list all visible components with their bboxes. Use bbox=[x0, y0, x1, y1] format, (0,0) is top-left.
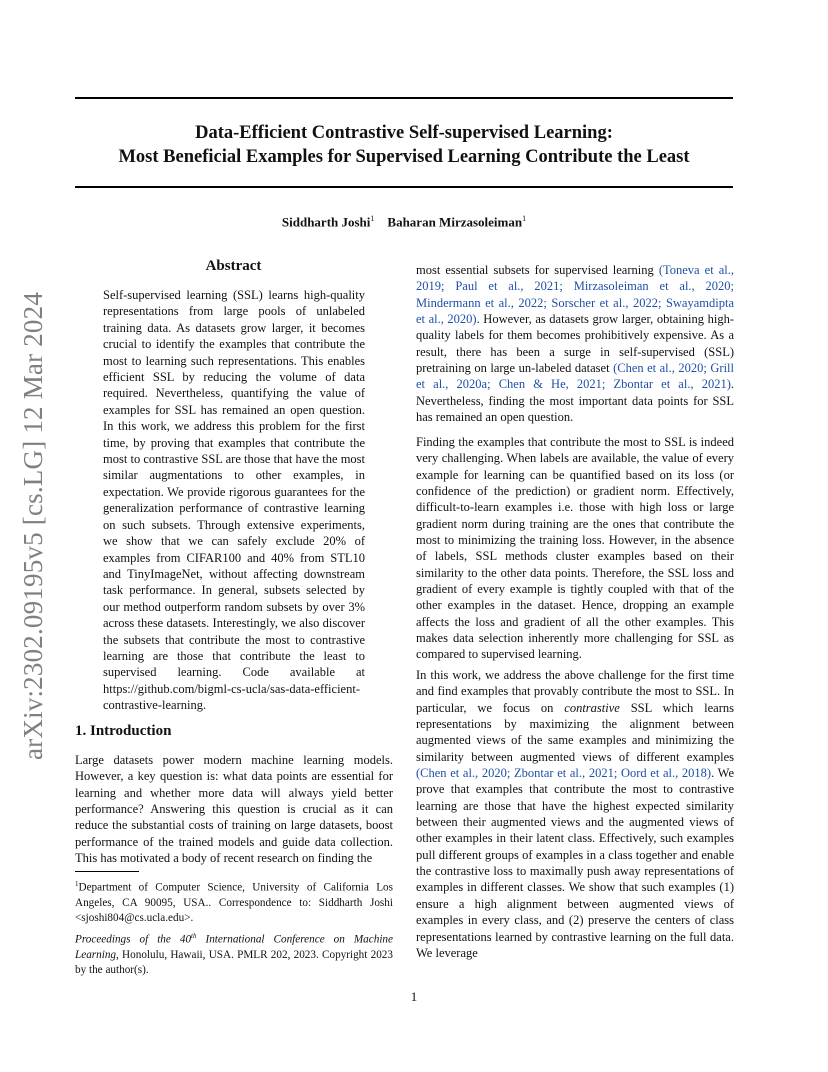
author-affiliation-mark: 1 bbox=[522, 214, 527, 223]
citation-link[interactable]: (Chen et al., 2020; Zbontar et al., 2021; Oord et al., 2018) bbox=[416, 766, 712, 781]
proceedings-note bbox=[75, 929, 393, 978]
paragraph-text: . Nevertheless, finding the most important data points for SSL has remained an open question. bbox=[416, 377, 734, 425]
paragraph-text: . However, as datasets grow larger, obtaining high-quality labels for them becomes prohibitively expensive. As a result, there has been a surge in self-supervised (SSL) pretraining on large un-labeled dataset bbox=[416, 312, 734, 376]
intro-paragraph: Large datasets power modern machine learning models. However, a key question is: what data points are essential for learning and whether more data will always yield better performance? Answering this question is crucial as it can reduce the substantial costs of training on large datasets, boost performance of the trained models and guide data collection. This has motivated a body of recent research on finding the bbox=[75, 753, 393, 866]
paragraph-text: In this work, we address the above challenge for the first time and find examples that provably contribute the most to SSL. In particular, we focus on bbox=[416, 668, 734, 715]
title-line-2: Most Beneficial Examples for Supervised Learning Contribute the Least bbox=[118, 147, 690, 167]
paragraph-text: . We prove that examples that contribute the most to contrastive learning are those that have the highest expected similarity between their augmented views and the augmented views of other examples in their latent class. Effectively, such examples pull different groups of examples in a class together and enable the contrastive loss to maximally push away representations of examples in different classes. We show that such examples (1) ensure a high alignment between augmented views of examples in every class, and (2) preserve the centers of class representations learned by contrastive learning on the full data. We leverage bbox=[416, 766, 735, 960]
proceedings-italic: International Conference on Machine Learning bbox=[75, 933, 393, 961]
footnote-mark: 1 bbox=[75, 880, 79, 888]
affiliation-footnote bbox=[75, 877, 393, 926]
proceedings-sup: th bbox=[191, 932, 197, 940]
proceedings-rest: , Honolulu, Hawaii, USA. PMLR 202, 2023. Copyright 2023 by the author(s). bbox=[75, 948, 393, 976]
footnote-text: Department of Computer Science, University of California Los Angeles, CA 90095, USA.. Correspondence to: Siddharth Joshi <sjoshi804@cs.ucla.edu>. bbox=[75, 881, 393, 924]
paragraph-text: most essential subsets for supervised learning bbox=[416, 263, 659, 277]
author-name: Baharan Mirzasoleiman bbox=[387, 214, 523, 230]
page-number: 1 bbox=[410, 989, 418, 1004]
abstract-text: Self-supervised learning (SSL) learns high-quality representations from large pools of unlabeled training data. As datasets grow larger, it becomes crucial to identify the examples that contribute the most to learning such representations. This enables efficient SSL by reducing the volume of data required. Nevertheless, quantifying the value of examples for SSL has remained an open question. In this work, we address this problem for the first time, by proving that examples that contribute the most to contrastive SSL are those that have the most similar augmentations to other examples, in expectation. We provide rigorous guarantees for the generalization performance of contrastive learning on such subsets. Through extensive experiments, we show that we can safely exclude 20% of examples from CIFAR100 and 40% from STL10 and TinyImageNet, without affecting downstream task performance. In general, subsets selected by our method outperform random subsets by over 3% across these datasets. Interestingly, we also discover the subsets that contribute the most to contrastive learning are those that contribute the least to supervised learning. Code available at https://github.com/bigml-cs-ucla/sas-data-efficient-contrastive-learning. bbox=[103, 288, 365, 713]
paragraph-text: contrastive bbox=[564, 700, 620, 715]
title-line-1: Data-Efficient Contrastive Self-supervised Learning: bbox=[195, 123, 613, 143]
arxiv-side-stamp: arXiv:2302.09195v5 [cs.LG] 12 Mar 2024 bbox=[18, 291, 48, 760]
right-paragraph-2: Finding the examples that contribute the most to SSL is indeed very challenging. When labels are available, the value of every example for learning can be quantified based on its loss (or confidence of the prediction) or gradient norm. Effectively, difficult-to-learn examples i.e. those with high loss or large gradient norm during training are the ones that contribute the most to minimizing the training loss. However, in the absence of labels, SSL methods cluster examples based on their similarity to the other data points. Therefore, the SSL loss and gradient of every example is tightly coupled with that of the other examples in the dataset. Hence, dropping an example affects the loss and gradient of all the other examples. This makes data selection inherently more challenging for SSL as compared to supervised learning. bbox=[416, 435, 734, 662]
paper-title bbox=[75, 121, 733, 169]
citation-link[interactable]: (Chen et al., 2020; Grill et al., 2020a; Chen & He, 2021; Zbontar et al., 2021) bbox=[416, 361, 734, 392]
author-name: Siddharth Joshi bbox=[281, 214, 371, 230]
abstract-heading: Abstract bbox=[205, 258, 262, 274]
title-bottom-rule bbox=[75, 186, 733, 188]
author-affiliation-mark: 1 bbox=[370, 214, 375, 223]
author-list bbox=[75, 214, 733, 230]
section-heading-introduction: 1. Introduction bbox=[75, 723, 172, 739]
right-paragraph-3 bbox=[416, 667, 734, 961]
proceedings-prefix: Proceedings of the 40 bbox=[75, 933, 192, 946]
paragraph-text: SSL which learns representations by maximizing the alignment between augmented views of the same examples and minimizing the similarity between augmented views of different examples bbox=[416, 700, 734, 764]
footnote-rule bbox=[75, 871, 139, 872]
title-top-rule bbox=[75, 97, 733, 99]
right-paragraph-1 bbox=[416, 262, 734, 425]
citation-link[interactable]: (Toneva et al., 2019; Paul et al., 2021; Mirzasoleiman et al., 2020; Mindermann et al., 2022; Sorscher et al., 2022; Swayamdipta et al., 2020) bbox=[416, 263, 734, 327]
